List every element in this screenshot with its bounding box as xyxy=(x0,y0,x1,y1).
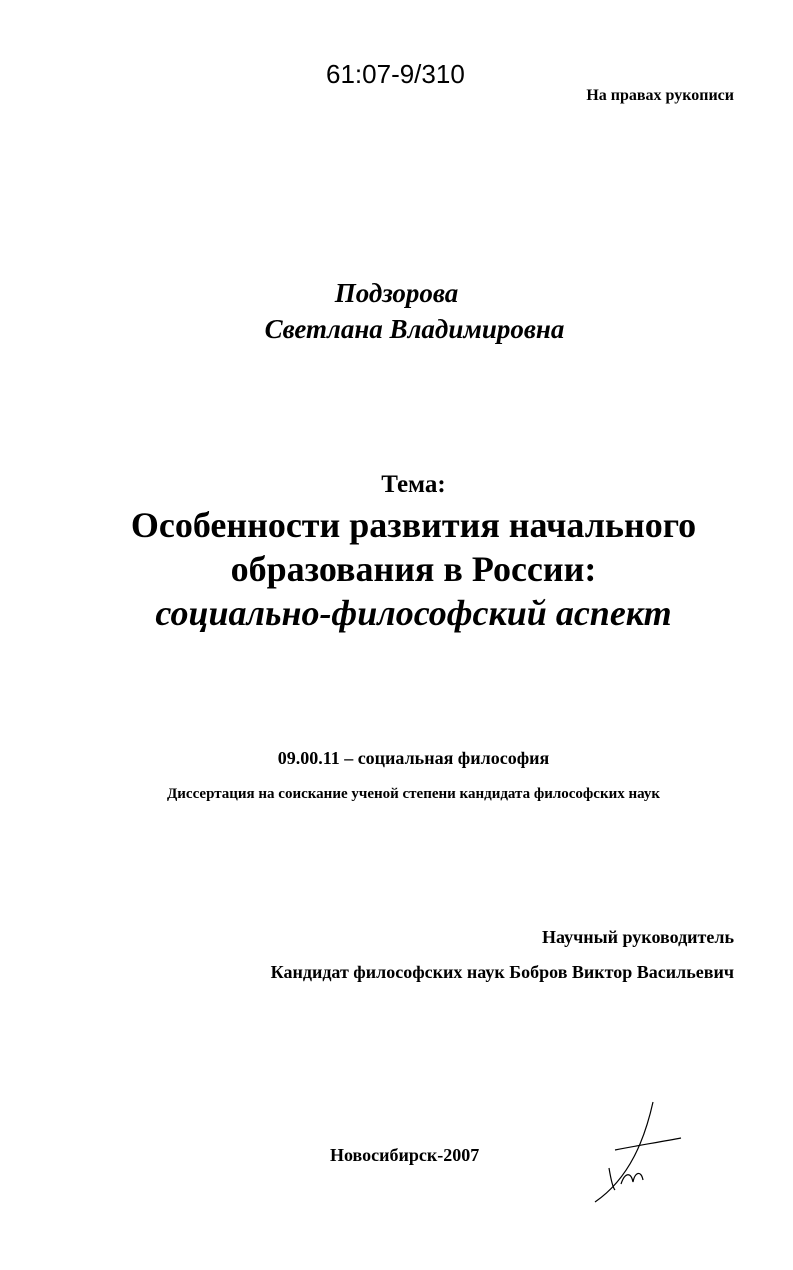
thesis-title-line-2: образования в России: xyxy=(230,549,597,589)
thesis-title-line-1: Особенности развития начального xyxy=(130,505,697,545)
author-surname: Подзорова xyxy=(334,278,459,308)
degree-statement: Диссертация на соискание ученой степени кандидата философских наук xyxy=(166,786,661,802)
handwritten-signature-icon xyxy=(585,1098,695,1208)
theme-label: Тема: xyxy=(381,471,446,498)
rights-notice: На правах рукописи xyxy=(586,87,734,104)
city-year: Новосибирск-2007 xyxy=(330,1145,480,1165)
specialty-code: 09.00.11 – социальная философия xyxy=(277,748,550,768)
supervisor-name: Кандидат философских наук Бобров Виктор Васильевич xyxy=(270,962,734,982)
thesis-title-line-3: социально-философский аспект xyxy=(155,593,672,633)
author-given-names: Светлана Владимировна xyxy=(264,314,565,344)
catalog-number: 61:07-9/310 xyxy=(326,59,465,89)
supervisor-label: Научный руководитель xyxy=(542,927,734,947)
